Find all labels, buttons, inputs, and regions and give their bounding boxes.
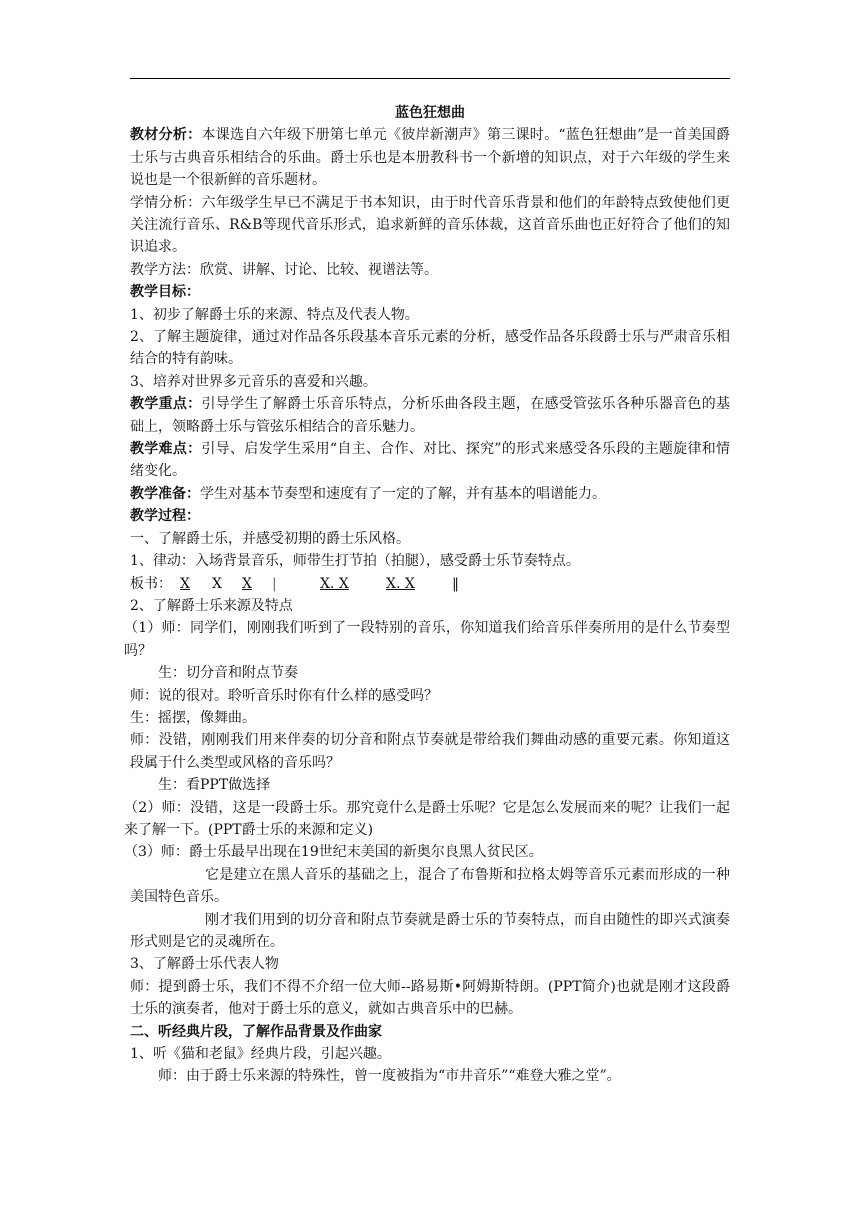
process-para: （3）师：爵士乐最早出现在19世纪末美国的新奥尔良黑人贫民区。: [124, 844, 543, 861]
board-rhythm: [130, 573, 730, 595]
process-para: 师：没错，刚刚我们用来伴奏的切分音和附点节奏就是带给我们舞曲动感的重要元素。你知道这段属于什么类型或风格的音乐吗？: [130, 732, 730, 771]
goals-heading: 教学目标：: [130, 284, 200, 301]
process-para: 1、律动：入场背景音乐，师带生打节拍（拍腿），感受爵士乐节奏特点。: [130, 553, 580, 570]
material-analysis: [130, 124, 730, 191]
process-para: 它是建立在黑人音乐的基础之上，混合了布鲁斯和拉格太姆等音乐元素而形成的一种美国特色音乐。: [130, 866, 730, 906]
beat-note: X. X: [320, 575, 349, 592]
process-para: 生：看PPT做选择: [158, 777, 271, 794]
process-para: 一、了解爵士乐，并感受初期的爵士乐风格。: [130, 530, 410, 547]
difficult-points-label: 教学难点：: [130, 441, 202, 458]
preparation: [130, 483, 730, 505]
preparation-label: 教学准备：: [130, 485, 200, 502]
goal-item: 3、培养对世界多元音乐的喜爱和兴趣。: [130, 373, 377, 390]
document-page: [124, 98, 731, 1088]
section-heading: 二、听经典片段，了解作品背景及作曲家: [130, 1023, 382, 1040]
student-analysis: 学情分析：六年级学生早已不满足于书本知识，由于时代音乐背景和他们的年龄特点致使他们更关注流行音乐、R&B等现代音乐形式，追求新鲜的音乐体裁，这首音乐曲也正好符合了他们的知识追求。: [130, 194, 730, 256]
key-points-label: 教学重点：: [130, 396, 202, 413]
process-para: 生：摇摆，像舞曲。: [130, 709, 256, 726]
preparation-text: 学生对基本节奏型和速度有了一定的了解，并有基本的唱谱能力。: [200, 485, 606, 502]
process-heading: 教学过程：: [130, 508, 200, 525]
key-points: [130, 393, 730, 438]
teaching-methods: 教学方法：欣赏、讲解、讨论、比较、视谱法等。: [130, 261, 438, 278]
process-para: 刚才我们用到的切分音和附点节奏就是爵士乐的节奏特点，而自由随性的即兴式演奏形式则是它的灵魂所在。: [130, 911, 730, 951]
bar-line: |: [272, 575, 277, 592]
process-para: 2、了解爵士乐来源及特点: [130, 597, 293, 614]
process-para: 师：由于爵士乐来源的特殊性，曾一度被指为“市井音乐”“难登大雅之堂”。: [158, 1068, 621, 1085]
beat-note: X: [212, 575, 222, 592]
goal-item: 1、初步了解爵士乐的来源、特点及代表人物。: [130, 306, 419, 323]
process-para: 1、听《猫和老鼠》经典片段，引起兴趣。: [130, 1046, 391, 1063]
process-para: 师：说的很对。聆听音乐时你有什么样的感受吗？: [130, 687, 438, 704]
goal-item: 2、了解主题旋律，通过对作品各乐段基本音乐元素的分析，感受作品各乐段爵士乐与严肃音乐相结合的特有韵味。: [130, 329, 730, 368]
process-para: 师：提到爵士乐，我们不得不介绍一位大师--路易斯•阿姆斯特朗。(PPT简介)也就是刚才这段爵士乐的演奏者，他对于爵士乐的意义，就如古典音乐中的巴赫。: [130, 978, 730, 1018]
double-bar-line: ‖: [452, 575, 459, 592]
process-para: （2）师：没错，这是一段爵士乐。那究竟什么是爵士乐呢？它是怎么发展而来的呢？让我们一起来了解一下。(PPT爵士乐的来源和定义): [124, 799, 730, 838]
difficult-points-text: 引导、启发学生采用“自主、合作、对比、探究”的形式来感受各乐段的主题旋律和情绪变化。: [130, 441, 731, 480]
beat-note: X: [180, 575, 190, 592]
material-analysis-label: 教材分析：: [130, 127, 202, 144]
beat-note: X: [242, 575, 252, 592]
document-title: 蓝色狂想曲: [395, 105, 465, 121]
board-label: 板书：: [130, 575, 172, 592]
material-analysis-text: 本课选自六年级下册第七单元《彼岸新潮声》第三课时。“蓝色狂想曲”是一首美国爵士乐与古典音乐相结合的乐曲。爵士乐也是本册教科书一个新增的知识点，对于六年级的学生来说也是一个很新鲜的音乐题材。: [130, 127, 731, 189]
process-para: 生：切分音和附点节奏: [158, 665, 298, 682]
header-rule: [130, 78, 730, 79]
key-points-text: 引导学生了解爵士乐音乐特点，分析乐曲各段主题，在感受管弦乐各种乐器音色的基础上，领略爵士乐与管弦乐相结合的音乐魅力。: [130, 396, 731, 435]
difficult-points: [130, 438, 730, 483]
beat-note: X. X: [386, 575, 415, 592]
process-para: 3、了解爵士乐代表人物: [130, 956, 279, 973]
process-para: （1）师：同学们，刚刚我们听到了一段特别的音乐，你知道我们给音乐伴奏所用的是什么节奏型吗？: [124, 620, 730, 659]
